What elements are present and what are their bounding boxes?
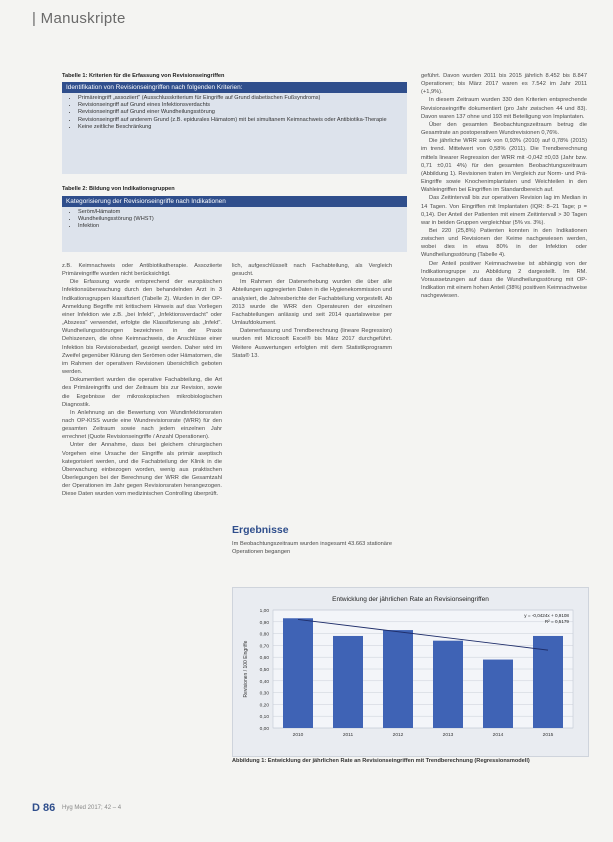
bar-chart bbox=[233, 588, 588, 756]
y-tick-label: 0,80 bbox=[259, 632, 269, 638]
results-heading: Ergebnisse bbox=[232, 524, 289, 536]
y-tick-label: 0,30 bbox=[259, 691, 269, 697]
paragraph: Datenerfassung und Trendberechnung (lineare Regression) wurden mit Microsoft Excel® bis März 2017 durchgeführt. Weitere Auswertungen erfolgten mit dem Statistikprogramm Stata® 13. bbox=[232, 328, 392, 359]
y-tick-label: 0,20 bbox=[259, 703, 269, 709]
table1-item: • Revisionseingriff auf Grund eines Infektionsverdachts bbox=[78, 102, 403, 109]
bar-2010 bbox=[283, 618, 313, 728]
table2-item: • Wundheilungsstörung (WHST) bbox=[78, 216, 403, 223]
table2 bbox=[62, 196, 407, 252]
table1-list bbox=[68, 95, 403, 131]
bar-2014 bbox=[483, 660, 513, 728]
text-column-middle bbox=[232, 262, 392, 360]
table2-list bbox=[68, 209, 403, 231]
table1-item: • Revisionseingriff auf anderem Grund (z.B. epidurales Hämatom) mit bei simultanem Keimnachweis oder Antibiotika-Therapie bbox=[78, 117, 403, 124]
y-axis-label: Revisionen / 100 Eingriffe bbox=[243, 640, 249, 698]
trend-r2: R² = 0,5179 bbox=[544, 619, 569, 624]
table1-caption: Tabelle 1: Kriterien für die Erfassung von Revisionseingriffen bbox=[62, 73, 225, 79]
table2-caption: Tabelle 2: Bildung von Indikationsgruppen bbox=[62, 186, 175, 192]
y-tick-label: 0,40 bbox=[259, 679, 269, 685]
journal-reference: Hyg Med 2017; 42 – 4 bbox=[62, 805, 122, 811]
table2-item: • Infektion bbox=[78, 223, 403, 230]
bar-2011 bbox=[333, 636, 363, 728]
paragraph: In Anlehnung an die Bewertung von Wundinfektionsraten nach OP-KISS wurde eine Wundrevisionsrate (WRR) für den gesamten Zeitraum sowie nach jedem einzelnen Jahr errechnet (Quote Revisionseingriffe / Anzahl Operationen). bbox=[62, 409, 222, 441]
table1-item: • Keine zeitliche Beschränkung bbox=[78, 124, 403, 131]
text-column-right bbox=[421, 72, 587, 300]
paragraph: Bei 220 (25,8%) Patienten konnten in den Indikationen zwischen und Revisionen der Keime nachgewiesen werden, wobei dies in etwa 80% in der Infektion oder Wundheilungsstörung (Tabelle 4). bbox=[421, 227, 587, 259]
paragraph: Das Zeitintervall bis zur operativen Revision lag im Median in 14 Tagen. Von Eingriffen mit Implantaten (IQR: 8–21 Tage; p = 0,14). Der Anteil der Patienten mit einem Zeitintervall > 30 Tagen war in beiden Gruppen vergleichbar (5% vs. 3%). bbox=[421, 195, 587, 226]
chart-title: Entwicklung der jährlichen Rate an Revisionseingriffen bbox=[332, 596, 489, 603]
table1 bbox=[62, 82, 407, 174]
y-tick-label: 0,10 bbox=[259, 715, 269, 721]
section-header: | Manuskripte bbox=[32, 10, 126, 27]
y-tick-label: 0,60 bbox=[259, 656, 269, 662]
x-tick-label: 2014 bbox=[492, 733, 504, 738]
y-tick-label: 1,00 bbox=[259, 609, 269, 614]
y-tick-label: 0,50 bbox=[259, 668, 269, 673]
y-tick-label: 0,70 bbox=[259, 644, 269, 650]
paragraph: In diesem Zeitraum wurden 330 den Kriterien entsprechende Revisionseingriffe dokumentiert (pro Jahr zwischen 44 und 83). Davon waren 137 ohne und 193 mit Beteiligung von Implantaten. bbox=[421, 97, 587, 120]
y-tick-label: 0,00 bbox=[259, 727, 269, 732]
results-paragraph: Im Beobachtungszeitraum wurden insgesamt 43.663 stationäre Operationen begangen bbox=[232, 541, 392, 556]
trend-equation: y = -0,0424x + 0,9108 bbox=[524, 613, 569, 618]
table2-item: • Seröm/Hämatom bbox=[78, 209, 403, 216]
paragraph: Dokumentiert wurden die operative Fachabteilung, die Art des Primäreingriffs und der Zeitraum bis zur Revision, sowie die Ergebnisse der mikroskopischen mikrobiologischen Diagnostik. bbox=[62, 377, 222, 408]
figure-caption: Abbildung 1: Entwicklung der jährlichen Rate an Revisionseingriffen mit Trendberechnung (Regressionsmodell) bbox=[232, 758, 530, 764]
table1-heading: Identifikation von Revisionseingriffen nach folgenden Kriterien: bbox=[62, 82, 407, 93]
bar-2012 bbox=[383, 630, 413, 728]
paragraph: Über den gesamten Beobachtungszeitraum betrug die Gesamtrate an postoperativen Wundrevisionen 0,76%. bbox=[421, 121, 587, 137]
y-tick-label: 0,90 bbox=[259, 620, 269, 626]
text-column-left bbox=[62, 262, 222, 499]
figure-chart bbox=[232, 587, 589, 757]
x-tick-label: 2013 bbox=[442, 733, 454, 738]
x-tick-label: 2010 bbox=[292, 733, 304, 738]
x-tick-label: 2011 bbox=[342, 733, 354, 738]
bar-2013 bbox=[433, 641, 463, 728]
x-tick-label: 2015 bbox=[542, 733, 554, 738]
paragraph: Unter der Annahme, dass bei gleichem chirurgischen Vorgehen eine Ursache der Eingriffe als primär aseptisch kategorisiert werden, und die Fachabteilung der Klinik in die Überwachung einbezogen worden, wenig aus praktischen Überlegungen bei der Berechnung der WRR die Gesamtzahl der Operationen im Jahr gegen Revisionsraten herangezogen. Diese Daten wurden vom medizinischen Controlling überprüft. bbox=[62, 442, 222, 498]
paragraph: Die Erfassung wurde entsprechend der europäischen Infektionsüberwachung durch den behandelnden Arzt in 3 Indikationsgruppen klassifiziert (Tabelle 2). Wurden in der OP-Anmeldung Begriffe mit kritischem Hinweis auf das Vorliegen einer Infektion wie z.B. „bei Infekt", „Infektionsverdacht" oder „Abszess" verwendet, erfolgte die Klassifizierung als „Infekt". Wundheilungsstörungen bezeichnen in der Praxis Dehiszenzen, die ohne Keimnachweis, die Anschlüsse einer Infektion bis Revisionsbedarf, gezeigt werden. Daher wird im Zweifel gegenüber Klärung den Serömen oder Hämatomen, die im Rahmen der operativen Revisionen übersichtlich geboten werden. bbox=[62, 279, 222, 376]
paragraph: Im Rahmen der Datenerhebung wurden die über alle Abteilungen aggregierten Daten in die Hygienekommission und analysiert, die Jahresberichte der Fachabteilung vorgestellt. Ab 2013 wurde die WRR den Operateuren der einzelnen Fachabteilungen anlässig und seit 2014 quartalsweise per Umlaufdokument. bbox=[232, 279, 392, 327]
table1-item: • Revisionseingriff auf Grund einer Wundheilungsstörung bbox=[78, 109, 403, 116]
paragraph: Die jährliche WRR sank von 0,93% (2010) auf 0,78% (2015) im trend. Mittelwert von 0,58% (2011). Die Trendberechnung mittels linearer Regression der WRR mit -0,042 ±0,03 (Jahr bzw. 0,71 ±0,01 4%) für den gesamten Beobachtungszeitraum (Abbildung 1). Revisionen traten im Vergleich zur Norm- und Prä-Eingriffe sowie Knochenimplantaten und Weichteilen in den Wahleingriffen bei Eingriffen im Standardbereich auf. bbox=[421, 138, 587, 194]
table2-heading: Kategorisierung der Revisionseingriffe nach Indikationen bbox=[62, 196, 407, 207]
table1-item: • Primäreingriff „assoziiert" (Ausschlusskriterium für Eingriffe auf Grund diabetischen Fußsyndroms) bbox=[78, 95, 403, 102]
paragraph: lich, aufgeschlüsselt nach Fachabteilung, als Vergleich gesucht. bbox=[232, 263, 392, 278]
paragraph: geführt. Davon wurden 2011 bis 2015 jährlich 8.452 bis 8.847 Operationen; bis März 2017 waren es 7.542 im Jahr 2011 (+1,9%). bbox=[421, 73, 587, 96]
page-number: D 86 bbox=[32, 802, 56, 814]
paragraph: Der Anteil positiver Keimnachweise ist abhängig von der Indikationsgruppe zu Abbildung 2 dargestellt. Im RM. Voraussetzungen auf dass die Wundheilungsstörung mit OP-Indikation mit einem hohen Anteil (38%) positiven Keimnachweise nachgewiesen. bbox=[421, 260, 587, 300]
paragraph: z.B. Keimnachweis oder Antibiotikatherapie. Assoziierte Primäreingriffe wurden nicht berücksichtigt. bbox=[62, 263, 222, 278]
x-tick-label: 2012 bbox=[392, 733, 404, 738]
